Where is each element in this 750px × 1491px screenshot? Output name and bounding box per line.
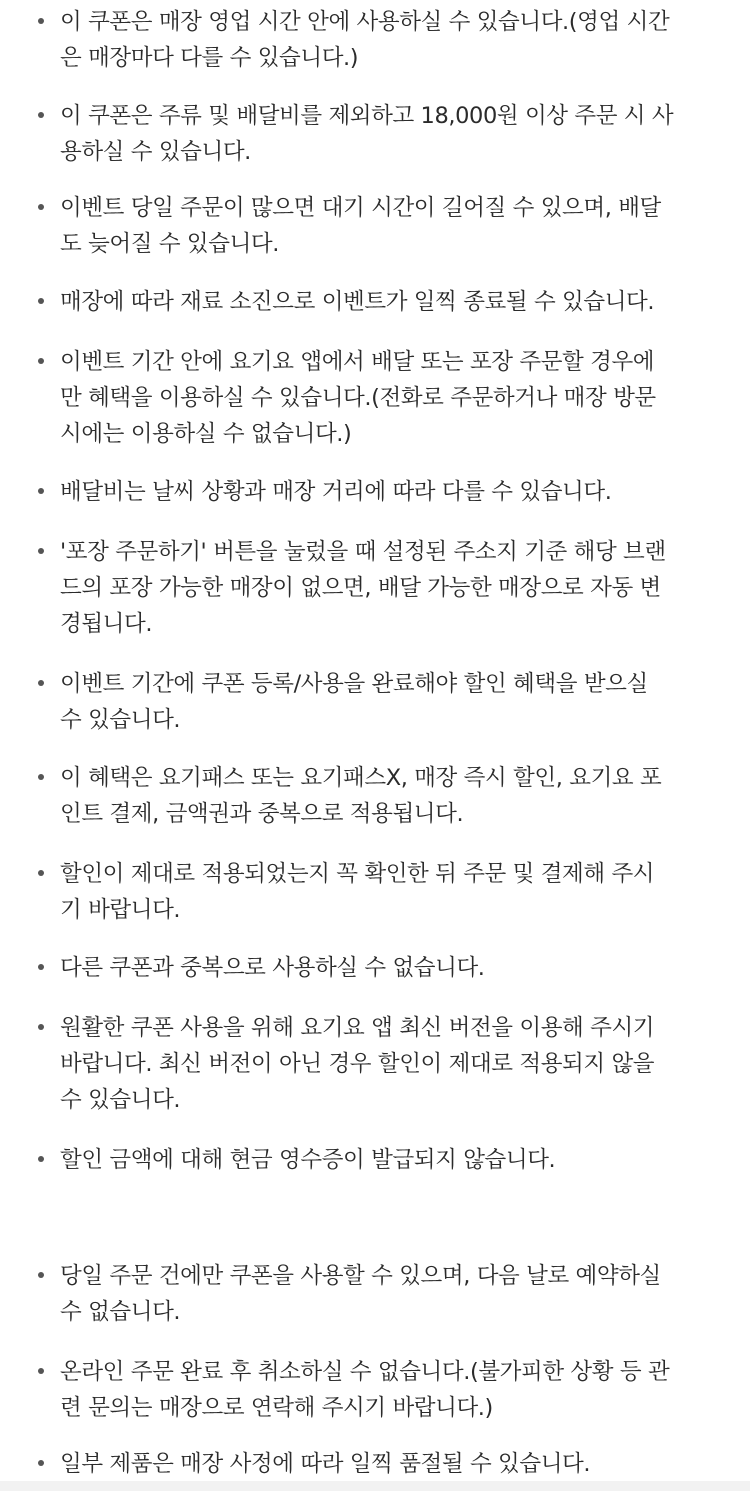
notice-text: 일부 제품은 매장 사정에 따라 일찍 품절될 수 있습니다. [60,1451,591,1477]
bullet-dot [38,1272,44,1278]
notice-text: 이 혜택은 요기패스 또는 요기패스X, 매장 즉시 할인, 요기요 포 인트 결제, 금액권과 중복으로 적용됩니다. [60,765,662,827]
notice-text: 이 쿠폰은 매장 영업 시간 안에 사용하실 수 있습니다.(영업 시간 은 매장마다 다를 수 있습니다.) [60,9,670,71]
notice-text: '포장 주문하기' 버튼을 눌렀을 때 설정된 주소지 기준 해당 브랜 드의 포장 가능한 매장이 없으면, 배달 가능한 매장으로 자동 변 경됩니다. [60,539,666,637]
bullet-dot [38,774,44,780]
bullet-dot [38,680,44,686]
notice-text: 할인 금액에 대해 현금 영수증이 발급되지 않습니다. [60,1147,556,1173]
bottom-edge-bar [0,1481,750,1491]
bullet-dot [38,1024,44,1030]
notice-text: 이벤트 기간에 쿠폰 등록/사용을 완료해야 할인 혜택을 받으실 수 있습니다. [60,671,648,733]
notice-text: 온라인 주문 완료 후 취소하실 수 없습니다.(불가피한 상황 등 관 련 문의는 매장으로 연락해 주시기 바랍니다.) [60,1359,670,1421]
notice-text: 배달비는 날씨 상황과 매장 거리에 따라 다를 수 있습니다. [60,479,612,505]
bullet-dot [38,298,44,304]
bullet-dot [38,1460,44,1466]
bullet-dot [38,18,44,24]
bullet-dot [38,1156,44,1162]
notice-text: 이벤트 당일 주문이 많으면 대기 시간이 길어질 수 있으며, 배달 도 늦어질 수 있습니다. [60,195,661,257]
bullet-dot [38,870,44,876]
bullet-dot [38,548,44,554]
bullet-dot [38,358,44,364]
bullet-dot [38,488,44,494]
bullet-dot [38,112,44,118]
notice-text: 다른 쿠폰과 중복으로 사용하실 수 없습니다. [60,955,485,981]
bullet-dot [38,964,44,970]
bullet-dot [38,204,44,210]
notice-text: 이벤트 기간 안에 요기요 앱에서 배달 또는 포장 주문할 경우에 만 혜택을 이용하실 수 있습니다.(전화로 주문하거나 매장 방문 시에는 이용하실 수 없습니다.) [60,349,656,447]
notice-text: 당일 주문 건에만 쿠폰을 사용할 수 있으며, 다음 날로 예약하실 수 없습니다. [60,1263,661,1325]
notice-text: 원활한 쿠폰 사용을 위해 요기요 앱 최신 버전을 이용해 주시기 바랍니다. 최신 버전이 아닌 경우 할인이 제대로 적용되지 않을 수 있습니다. [60,1015,655,1113]
notice-text: 매장에 따라 재료 소진으로 이벤트가 일찍 종료될 수 있습니다. [60,289,655,315]
notice-text: 할인이 제대로 적용되었는지 꼭 확인한 뒤 주문 및 결제해 주시 기 바랍니다. [60,861,655,923]
bullet-dot [38,1368,44,1374]
notice-text: 이 쿠폰은 주류 및 배달비를 제외하고 18,000원 이상 주문 시 사 용하실 수 있습니다. [60,103,674,165]
